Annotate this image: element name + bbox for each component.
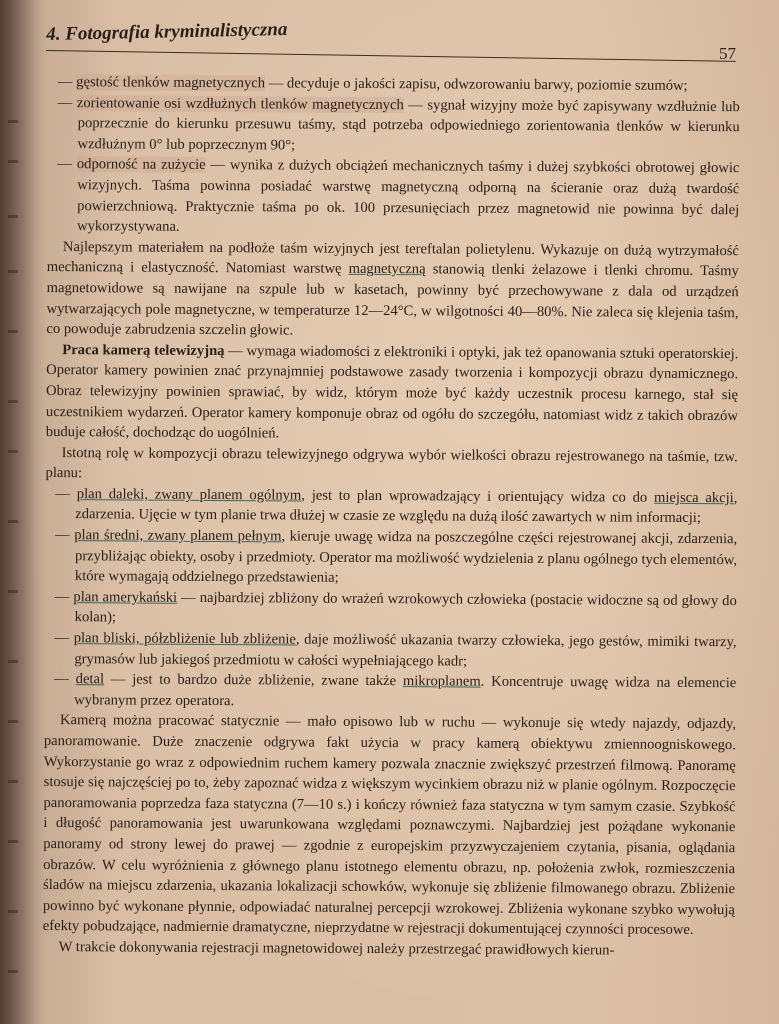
text-segment: , daje możliwość ukazania twarzy człowieka, jego gestów, mimiki twarzy, grymasów lub jakiegoś przedmiotu w całości wypełniającego kadr; (74, 631, 737, 670)
edge-mark (8, 215, 18, 218)
edge-mark (8, 720, 18, 723)
list-item (45, 525, 737, 591)
page-header (42, 18, 742, 63)
text-segment: — (54, 671, 76, 688)
paragraph (46, 340, 739, 447)
text-segment: mikroplanem (402, 673, 481, 690)
text-segment: Istotną rolę w kompozycji obrazu telewizyjnego odgrywa wybór wielkości obrazu rejestrowanego na taśmie, tzw. planu: (45, 444, 738, 482)
text-segment: — (55, 485, 77, 503)
text-segment: — wymaga wiadomości z elektroniki i optyki, jak też opanowania sztuki operatorskiej. Operator kamery powinien znać przynajmniej podstawowe zasady tworzenia i kompozycji obrazu dynamicznego. Obraz telewizyjny powinien sprawiać, by widz, którym może być każdy uczestnik procesu karnego, stał się uczestnikiem wydarzeń. Operator kamery komponuje obraz od ogółu do szczegółu, natomiast widz z takich obrazów buduje całość, dochodząc do uogólnień. (45, 342, 739, 442)
text-segment: magnetyczną (348, 261, 426, 278)
chapter-title: 4. Fotografia kryminalistyczna (46, 18, 288, 45)
text-segment: — najbardziej zbliżony do wrażeń wzrokowych człowieka (postacie widoczne są od głowy do kolan); (74, 589, 737, 626)
text-segment: . Koncentruje uwagę widza na elemencie wybranym przez operatora. (74, 673, 737, 709)
text-segment: Najlepszym materiałem na podłoże taśm wizyjnych jest tereftalan polietylenu. Wykazuje on dużą wytrzymałość mechaniczną i elastyczność. Natomiast warstwę (46, 238, 739, 278)
text-segment: plan bliski, półzbliżenie lub zbliżenie (73, 630, 296, 648)
left-page-edge-marks (4, 120, 24, 1000)
text-segment: — (55, 527, 75, 544)
edge-mark (8, 660, 18, 663)
text-segment: odporność na zużycie (76, 156, 206, 174)
text-segment: plan daleki, zwany planem ogólnym (76, 486, 302, 504)
text-segment: zorientowanie osi wzdłużnych tlenków magnetycznych (76, 94, 404, 113)
edge-mark (8, 330, 18, 333)
text-segment: , kieruje uwagę widza na poszczególne części rejestrowanej akcji, zdarzenia, przybliżając obiekty, osoby i przedmioty. Operator ma możliwość wydzielenia z planu ogólnego tych elementów, które wymagają oddzielnego przedstawienia; (74, 528, 738, 587)
paragraph (43, 710, 736, 941)
text-segment: miejsca akcji (653, 489, 734, 507)
text-segment: Praca kamerą telewizyjną (62, 341, 225, 359)
header-rule (46, 50, 736, 62)
edge-mark (8, 400, 18, 403)
edge-mark (8, 160, 18, 163)
edge-mark (8, 970, 18, 973)
text-segment: — (54, 630, 74, 647)
text-segment: — wynika z dużych obciążeń mechanicznych taśmy i dużej szybkości obrotowej głowic wizyjnych. Taśma powinna posiadać warstwę magnetyczną odporną na ścieranie oraz dużą twardość powierzchniową. Praktycznie taśma po ok. 100 przesunięciach przez magnetowid nie powinna być dalej wykorzystywana. (77, 157, 740, 235)
text-segment: detal (75, 671, 105, 688)
list-item (45, 587, 737, 632)
list-item (44, 628, 736, 673)
edge-mark (8, 120, 18, 123)
text-segment: stanowią tlenki żelazowe i tlenki chromu. Taśmy magnetowidowe są nawijane na szpule lub w kasetach, powinny być przechowywane z dala od urządzeń wytwarzających pole magnetyczne, w temperaturze 12—24°C, w wilgotności 40—80%. Nie zaleca się klejenia taśm, co powoduje zabrudzenia szczelin głowic. (46, 261, 739, 339)
body-text (43, 72, 740, 962)
paragraph (45, 443, 737, 488)
text-segment: — (57, 74, 77, 91)
text-segment: — (57, 156, 77, 173)
edge-mark (8, 780, 18, 783)
list-item (45, 484, 737, 529)
text-segment: W trakcie dokonywania rejestracji magnetowidowej należy przestrzegać prawidłowych kierun- (58, 939, 615, 959)
edge-mark (8, 840, 18, 843)
text-segment: — sygnał wizyjny może być zapisywany wzdłużnie lub poprzecznie do kierunku przesuwu taśmy, stąd potrzeba odpowiedniego zorientowania tlenków w kierunku wzdłużnym 0° lub poprzecznym 90°; (77, 96, 740, 154)
list-item (47, 154, 739, 241)
text-segment: plan średni, zwany planem pełnym (74, 527, 282, 545)
text-segment: plan amerykański (73, 589, 178, 606)
text-segment: — decyduje o jakości zapisu, odwzorowaniu barwy, poziomie szumów; (264, 75, 688, 94)
text-segment: — (54, 588, 74, 606)
page-number: 57 (719, 44, 736, 63)
list-item (44, 669, 736, 714)
edge-mark (8, 590, 18, 593)
edge-mark (8, 910, 18, 913)
text-segment: — jest to bardzo duże zbliżenie, zwane także (104, 671, 403, 690)
edge-mark (8, 520, 18, 523)
edge-mark (8, 270, 18, 273)
text-segment: , zdarzenia. Ujęcie w tym planie trwa dłużej w czasie ze względu na dużą ilość zawartych w nim informacji; (75, 490, 738, 527)
text-segment: gęstość tlenków magnetycznych (76, 74, 266, 92)
edge-mark (8, 450, 18, 453)
paragraph (46, 237, 739, 344)
text-segment: , jest to plan wprowadzający i orientujący widza co do (301, 487, 655, 506)
list-item (47, 93, 739, 159)
text-segment: Kamerą można pracować statycznie — mało opisowo lub w ruchu — wykonuje się wtedy najazdy, odjazdy, panoramowanie. Duże znaczenie odgrywa fakt użycia w pracy kamerą obiektywu zmiennoogniskowego. Wykorzystanie go wraz z odpowiednim ruchem kamery pozwala znacznie zwiększyć przestrzeń filmową. Panoramę stosuje się najczęściej po to, żeby zapoznać widza z większym wycinkiem obrazu niż w planie ogólnym. Rozpoczęcie panoramowania poprzedza faza statyczna (7—10 s.) i kończy również faza statyczna w tym samym czasie. Szybkość i długość panoramowania jest uwarunkowana względami poznawczymi. Najbardziej jest pożądane wykonanie panoramy od strony lewej do prawej — zgodnie z europejskim przyzwyczajeniem czytania, pisania, oglądania obrazów. W celu wyróżnienia z głównego planu istotnego elementu obrazu, np. położenia zwłok, rozmieszczenia śladów na miejscu zdarzenia, ukazania lokalizacji schowków, wykonuje się zbliżenie filmowanego obrazu. Zbliżenie powinno być wykonane płynnie, odpowiadać naturalnej percepcji wzrokowej. Zbliżenia wykonane szybko wywołują efekty pobudzające, nadmiernie dramatyczne, nieprzydatne w rejestracji dokumentującej czynności procesowe. (42, 712, 737, 939)
paragraph (43, 937, 735, 962)
text-segment: — (57, 94, 77, 111)
